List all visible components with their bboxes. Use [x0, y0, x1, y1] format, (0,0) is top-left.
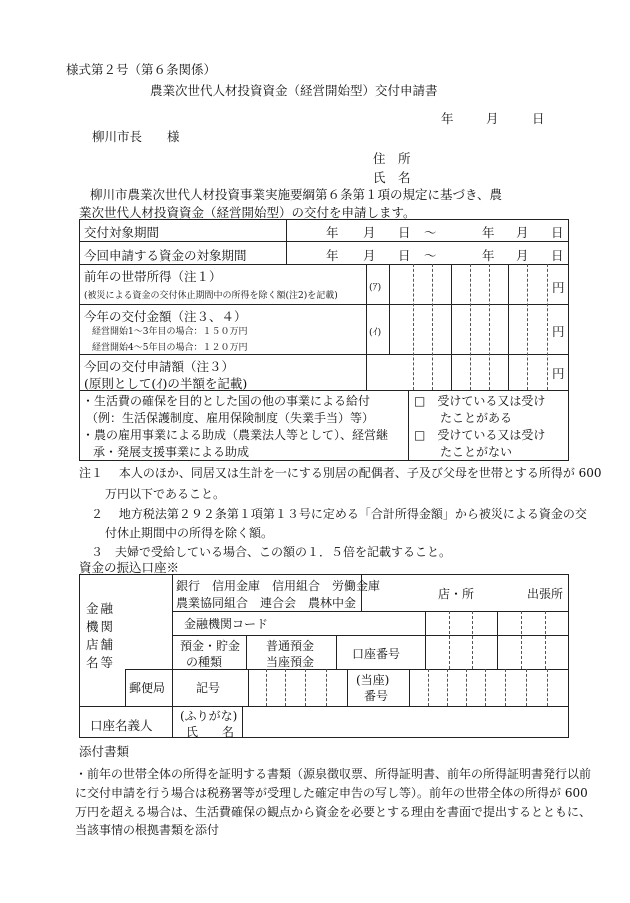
name-label: 氏 名	[373, 170, 411, 185]
current-end-month: 月	[516, 248, 529, 263]
attachments-line-3: 万円を超える場合は、生活費確保の観点から資金を必要とする理由を書面で提出するとともに、	[75, 805, 592, 819]
branch-label: 店・所	[438, 587, 475, 601]
checkbox-not-received[interactable]: □ 受けている又は受け	[414, 428, 546, 442]
deposit-type-label-1: 預金・貯金	[180, 639, 241, 653]
note-1b: 万円以下であること。	[105, 487, 226, 501]
start-year: 年	[326, 225, 339, 240]
intro-text-2: 業次世代人材投資資金（経営開始型）の交付を申請します。	[79, 205, 416, 220]
benefit-2b: 承・発展支援事業による助成	[93, 445, 250, 459]
current-start-year: 年	[326, 248, 339, 263]
current-label: 今回の交付申請額（注３）	[84, 359, 235, 374]
start-month: 月	[363, 225, 376, 240]
toza-label-2: 番号	[364, 689, 389, 703]
furigana-label: (ふりがな)	[180, 709, 238, 723]
income-yen: 円	[552, 280, 565, 295]
addressee: 柳川市長 様	[92, 129, 180, 144]
date-year-label: 年	[441, 111, 454, 126]
toza-label-1: (当座)	[356, 673, 390, 687]
current-yen: 円	[552, 366, 565, 381]
ordinary-deposit: 普通預金	[266, 639, 315, 653]
intro-text-1: 柳川市農業次世代人材投資事業実施要綱第６条第１項の規定に基づき、農	[90, 187, 503, 202]
current-deposit: 当座預金	[266, 655, 315, 669]
date-day-label: 日	[532, 111, 545, 126]
checkbox-received-text: たことがある	[440, 411, 513, 425]
grant-note-1: 経営開始1～3年目の場合：１５０万円	[92, 327, 248, 337]
date-month-label: 月	[486, 111, 499, 126]
account-number-label: 口座番号	[352, 647, 401, 661]
current-tilde: ～	[424, 248, 437, 263]
period-label: 交付対象期間	[84, 225, 160, 240]
note-1: 注１ 本人のほか、同居又は生計を一にする別居の配偶者、子及び父母を世帯とする所得が 600	[79, 466, 602, 480]
form-number: 様式第２号（第６条関係）	[66, 62, 217, 77]
current-end-year: 年	[482, 248, 495, 263]
attachments-line-2: に交付申請を行う場合は税務署等が受理した確定申告の写し等）。前年の世帯全体の所得が 600	[75, 786, 588, 800]
end-day: 日	[551, 225, 564, 240]
current-start-day: 日	[398, 248, 411, 263]
income-label: 前年の世帯所得（注１）	[84, 269, 222, 284]
grant-yen: 円	[552, 324, 565, 339]
account-holder-label: 口座名義人	[90, 718, 153, 733]
note-2b: 付休止期間中の所得を除く額。	[105, 526, 274, 540]
note-3: ３ 夫婦で受給している場合、この額の１．５倍を記載すること。	[91, 545, 452, 559]
mark-i: (ｲ)	[369, 327, 382, 338]
page-title: 農業次世代人材投資資金（経営開始型）交付申請書	[150, 83, 438, 98]
grant-note-2: 経営開始4～5年目の場合：１２０万円	[92, 343, 248, 353]
attachments-line-1: ・前年の世帯全体の所得を証明する書類（源泉徴収票、所得証明書、前年の所得証明書発行以前	[75, 767, 592, 781]
end-month: 月	[516, 225, 529, 240]
benefit-2: ・農の雇用事業による助成（農業法人等として）、経営継	[82, 428, 389, 442]
checkbox-received[interactable]: □ 受けている又は受け	[414, 394, 546, 408]
bank-section-title: 資金の振込口座※	[79, 560, 180, 575]
holder-name-label: 氏 名	[186, 725, 235, 739]
end-year: 年	[482, 225, 495, 240]
institution-code-label: 金融機関コード	[184, 617, 269, 631]
income-note: (被災による資金の交付休止期間中の所得を除く額(注2)を記載)	[84, 291, 338, 301]
grant-label: 今年の交付金額（注３、４）	[84, 309, 247, 324]
deposit-type-label-2: の種類	[186, 655, 223, 669]
current-period-label: 今回申請する資金の対象期間	[84, 248, 247, 263]
institution-types-2: 農業協同組合 連合会 農林中金	[176, 596, 357, 610]
symbol-label: 記号	[196, 681, 221, 695]
current-start-month: 月	[363, 248, 376, 263]
tilde: ～	[424, 225, 437, 240]
institution-types-1: 銀行 信用金庫 信用組合 労働金庫	[176, 579, 381, 593]
start-day: 日	[398, 225, 411, 240]
mark-a: (ｱ)	[369, 282, 382, 293]
benefit-1b: （例：生活保護制度、雇用保険制度（失業手当）等）	[86, 411, 375, 425]
benefit-1: ・生活費の確保を目的とした国の他の事業による給付	[82, 394, 371, 408]
attachments-title: 添付書類	[79, 744, 130, 759]
post-office-label: 郵便局	[129, 681, 166, 695]
current-end-day: 日	[551, 248, 564, 263]
current-note: (原則として(ｲ)の半額を記載)	[84, 376, 248, 391]
note-2: ２ 地方税法第２９２条第１項第１３号に定める「合計所得金額」から被災による資金の交	[91, 507, 587, 521]
checkbox-not-received-text: たことがない	[440, 445, 513, 459]
institution-label: 金融機関店舗名等	[86, 601, 116, 670]
attachments-line-4: 当該事情の根拠書類を添付	[75, 823, 220, 837]
branch-office-label: 出張所	[527, 587, 564, 601]
address-label: 住 所	[373, 151, 411, 166]
